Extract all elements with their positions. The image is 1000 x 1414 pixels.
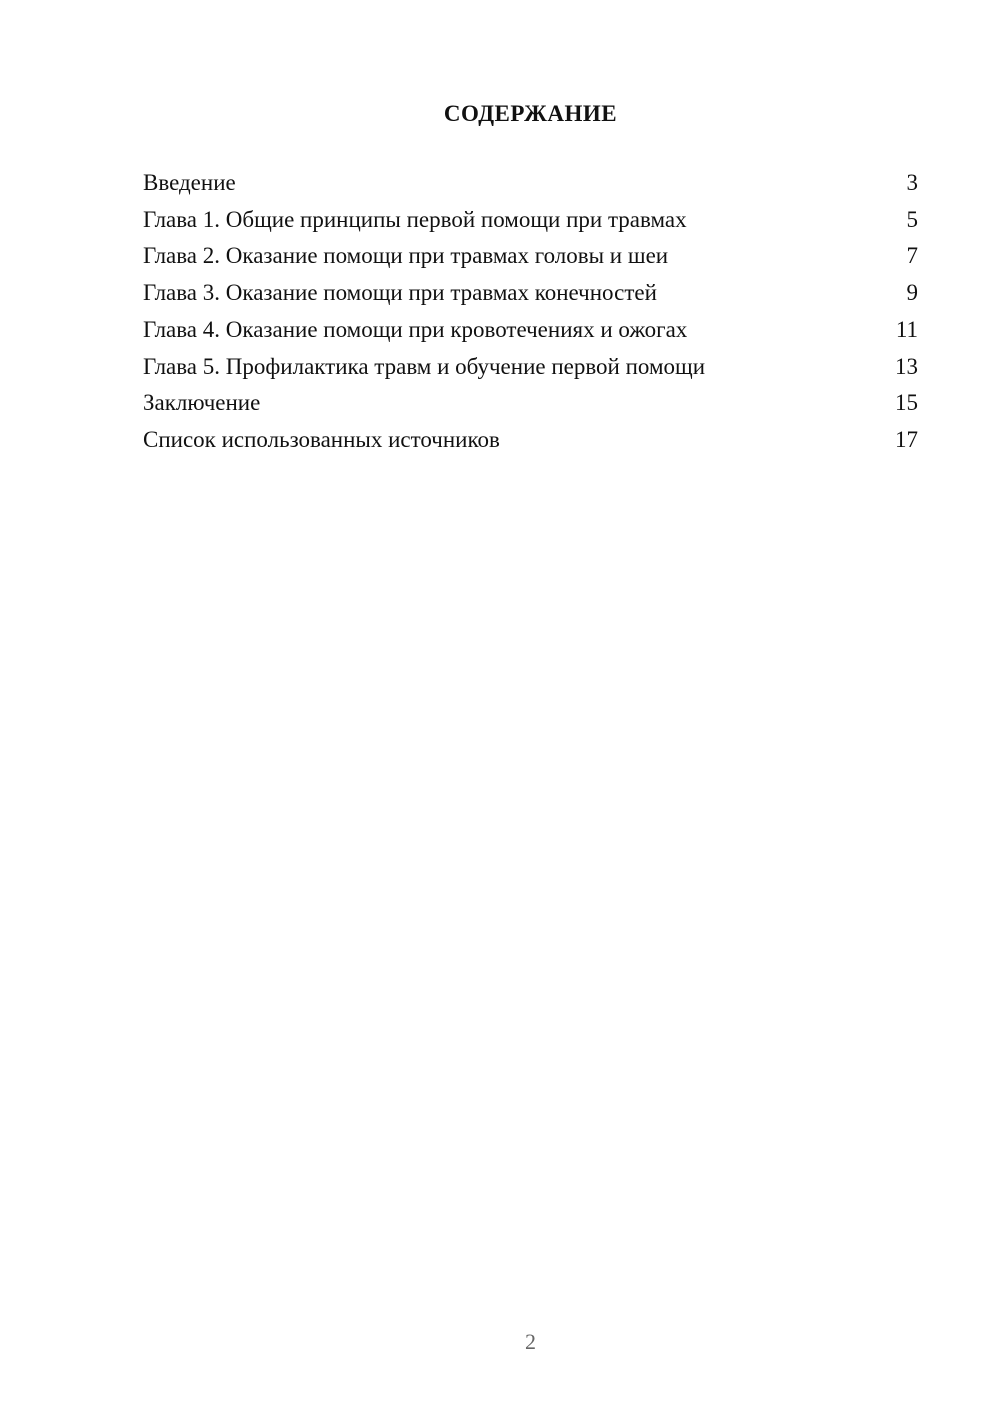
title-spacer bbox=[143, 132, 918, 165]
toc-entry bbox=[143, 202, 918, 239]
toc-content bbox=[143, 95, 918, 459]
toc-entry bbox=[143, 422, 918, 459]
toc-entry bbox=[143, 349, 918, 386]
toc-list bbox=[143, 165, 918, 459]
toc-entry-page-number: 11 bbox=[895, 316, 918, 342]
toc-entry bbox=[143, 385, 918, 422]
toc-entry-page-number: 9 bbox=[906, 280, 918, 306]
toc-entry-label: Введение bbox=[143, 170, 236, 195]
toc-entry bbox=[143, 312, 918, 349]
toc-entry-page-number: 3 bbox=[906, 170, 918, 195]
toc-entry-label: Заключение bbox=[143, 390, 261, 416]
toc-entry bbox=[143, 275, 918, 312]
toc-entry-label: Список использованных источников bbox=[143, 426, 500, 452]
toc-entry-page-number: 7 bbox=[906, 243, 918, 269]
toc-entry-label: Глава 4. Оказание помощи при кровотечениях и ожогах bbox=[143, 316, 688, 342]
toc-entry-page-number: 5 bbox=[906, 206, 918, 232]
page-title: СОДЕРЖАНИЕ bbox=[443, 101, 618, 126]
toc-entry-label: Глава 2. Оказание помощи при травмах головы и шеи bbox=[143, 243, 669, 269]
toc-entry-page-number: 17 bbox=[895, 426, 918, 452]
toc-entry-page-number: 15 bbox=[895, 390, 918, 416]
toc-entry-page-number: 13 bbox=[895, 353, 918, 379]
toc-entry bbox=[143, 238, 918, 275]
toc-entry-label: Глава 3. Оказание помощи при травмах конечностей bbox=[143, 280, 657, 306]
footer-page-number: 2 bbox=[525, 1329, 536, 1354]
toc-entry bbox=[143, 165, 918, 202]
toc-entry-label: Глава 5. Профилактика травм и обучение первой помощи bbox=[143, 353, 706, 379]
toc-entry-label: Глава 1. Общие принципы первой помощи при травмах bbox=[143, 206, 687, 232]
